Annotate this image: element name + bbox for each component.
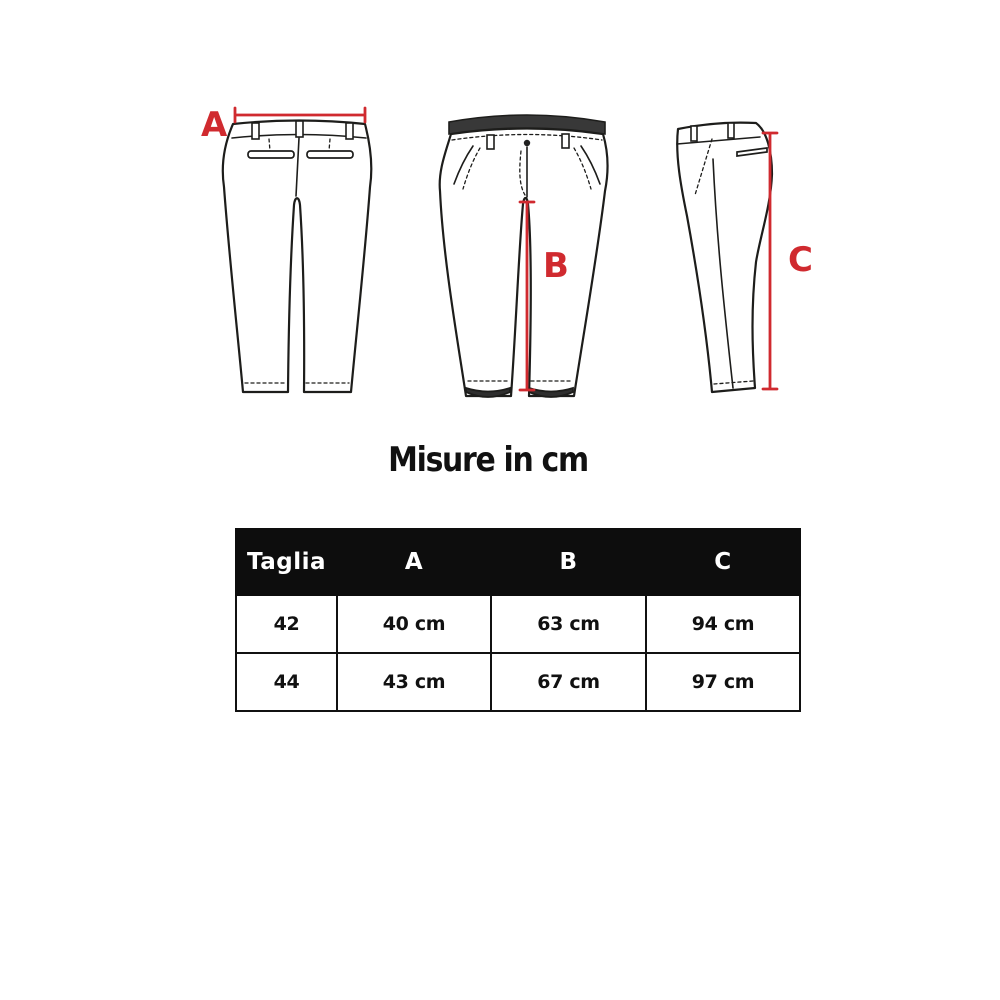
pants-front-view-diagram: [435, 95, 620, 415]
pants-front-outline: [440, 129, 608, 397]
size-table-header-c: C: [646, 529, 800, 595]
size-table: [235, 528, 801, 712]
size-table-header-a: A: [337, 529, 491, 595]
measure-label-c: C: [788, 240, 813, 280]
size-cell-a: 40 cm: [337, 595, 491, 653]
size-cell-taglia: 44: [236, 653, 337, 711]
size-cell-a: 43 cm: [337, 653, 491, 711]
size-cell-c: 97 cm: [646, 653, 800, 711]
size-cell-b: 67 cm: [491, 653, 646, 711]
measure-label-a: A: [201, 105, 228, 145]
belt-loop: [252, 123, 259, 139]
belt-loop: [346, 123, 353, 139]
belt-loop: [562, 134, 569, 148]
size-cell-c: 94 cm: [646, 595, 800, 653]
size-table-row-42: [236, 595, 800, 653]
belt-loop: [691, 126, 697, 141]
size-table-header-b: B: [491, 529, 646, 595]
belt-loop: [728, 123, 734, 138]
size-cell-b: 63 cm: [491, 595, 646, 653]
size-table-header-taglia: Taglia: [236, 529, 337, 595]
size-cell-taglia: 42: [236, 595, 337, 653]
belt-loop: [487, 135, 494, 149]
size-table-header-row: [236, 529, 800, 595]
back-welt-pocket: [248, 151, 294, 158]
waist-button: [524, 140, 530, 146]
measure-label-b: B: [543, 246, 569, 286]
pants-side-view-diagram: [655, 95, 830, 415]
belt-loop: [296, 121, 303, 137]
size-table-row-44: [236, 653, 800, 711]
pants-back-view-diagram: [195, 95, 395, 415]
page-title: Misure in cm: [388, 440, 588, 480]
pants-side-outline: [677, 123, 772, 392]
back-welt-pocket: [307, 151, 353, 158]
